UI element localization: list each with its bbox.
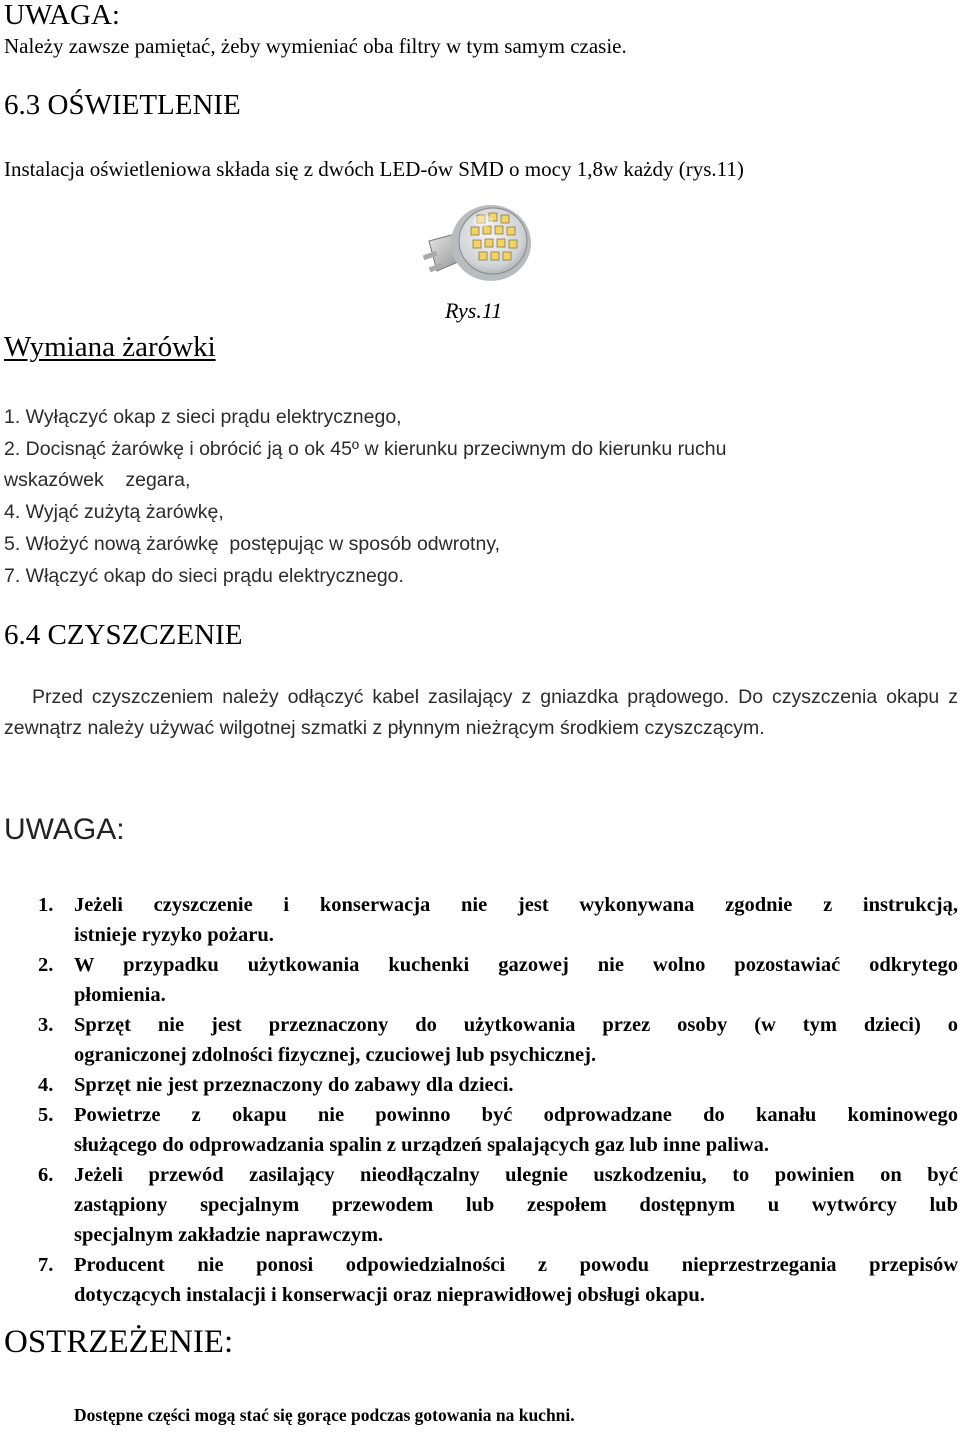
cleaning-text <box>4 682 958 744</box>
replacement-steps-list <box>4 402 726 592</box>
warning-line: specjalnym zakładzie naprawczym. <box>74 1224 384 1246</box>
warning-line: ograniczonej zdolności fizycznej, czuciowej lub psychicznej. <box>74 1044 597 1066</box>
warning-number: 6. <box>38 1164 54 1186</box>
figure-caption: Rys.11 <box>445 298 503 323</box>
warning-number: 2. <box>38 954 54 976</box>
warning-line: Sprzęt nie jest przeznaczony do zabawy dla dzieci. <box>74 1074 514 1096</box>
caution-text: Dostępne części mogą stać się gorące podczas gotowania na kuchni. <box>74 1405 575 1425</box>
step-item: 4. Wyjąć zużytą żarówkę, <box>4 501 224 524</box>
warning-number: 3. <box>38 1014 54 1036</box>
section-title-lighting: 6.3 OŚWIETLENIE <box>4 89 241 121</box>
warning-item <box>0 1100 960 1160</box>
warning-line: dotyczących instalacji i konserwacji oraz nieprawidłowej obsługi okapu. <box>74 1284 705 1306</box>
step-item: 7. Włączyć okap do sieci prądu elektrycznego. <box>4 564 404 587</box>
warning-line: płomienia. <box>74 984 166 1006</box>
step-item: 2. Docisnąć żarówkę i obrócić ją o ok 45º w kierunku przeciwnym do kierunku ruchu <box>4 437 727 460</box>
warning-line: istnieje ryzyko pożaru. <box>74 924 274 946</box>
section-title-cleaning: 6.4 CZYSZCZENIE <box>4 619 243 651</box>
warning-line: zastąpiony specjalnym przewodem lub zespołem dostępnym u wytwórcy lub <box>74 1194 958 1216</box>
warning-number: 1. <box>38 894 54 916</box>
lighting-description: Instalacja oświetleniowa składa się z dwóch LED-ów SMD o mocy 1,8w każdy (rys.11) <box>4 157 744 181</box>
led-bulb-icon <box>419 193 536 289</box>
warning-number: 7. <box>38 1254 54 1276</box>
warning-line: Jeżeli czyszczenie i konserwacja nie jest wykonywana zgodnie z instrukcją, <box>74 894 958 916</box>
cleaning-paragraph: Przed czyszczeniem należy odłączyć kabel zasilający z gniazdka prądowego. Do czyszczenia okapu z zewnątrz należy używać wilgotnej szmatki z płynnym nieżrącym środkiem czyszczącym. <box>4 686 958 739</box>
warning-line: Jeżeli przewód zasilający nieodłączalny ulegnie uszkodzeniu, to powinien on być <box>74 1164 958 1186</box>
warning-line: Producent nie ponosi odpowiedzialności z powodu nieprzestrzegania przepisów <box>74 1254 958 1276</box>
step-item: 5. Włożyć nową żarówkę postępując w sposób odwrotny, <box>4 532 501 555</box>
warning-item <box>0 1250 960 1310</box>
warning-line: W przypadku użytkowania kuchenki gazowej nie wolno pozostawiać odkrytego <box>74 954 958 976</box>
filter-note: Należy zawsze pamiętać, żeby wymieniać oba filtry w tym samym czasie. <box>4 34 627 58</box>
step-item: wskazówek zegara, <box>4 469 191 492</box>
warning-item <box>0 890 960 950</box>
warning-line: służącego do odprowadzania spalin z urządzeń spalających gaz lub inne paliwa. <box>74 1134 769 1156</box>
warning-line: Sprzęt nie jest przeznaczony do użytkowania przez osoby (w tym dzieci) o <box>74 1014 958 1036</box>
warning-item <box>0 1070 960 1100</box>
warnings-heading: UWAGA: <box>4 813 125 846</box>
step-item: 1. Wyłączyć okap z sieci prądu elektrycznego, <box>4 406 402 428</box>
warnings-list <box>0 890 960 1310</box>
warning-line: Powietrze z okapu nie powinno być odprowadzane do kanału kominowego <box>74 1104 958 1126</box>
warning-number: 4. <box>38 1074 54 1096</box>
warning-item <box>0 1160 960 1250</box>
caution-heading: OSTRZEŻENIE: <box>4 1324 234 1360</box>
section-title-bulb-replacement: Wymiana żarówki <box>4 331 216 363</box>
warning-number: 5. <box>38 1104 54 1126</box>
warning-item <box>0 1010 960 1070</box>
uwaga-heading: UWAGA: <box>4 0 120 31</box>
warning-item <box>0 950 960 1010</box>
